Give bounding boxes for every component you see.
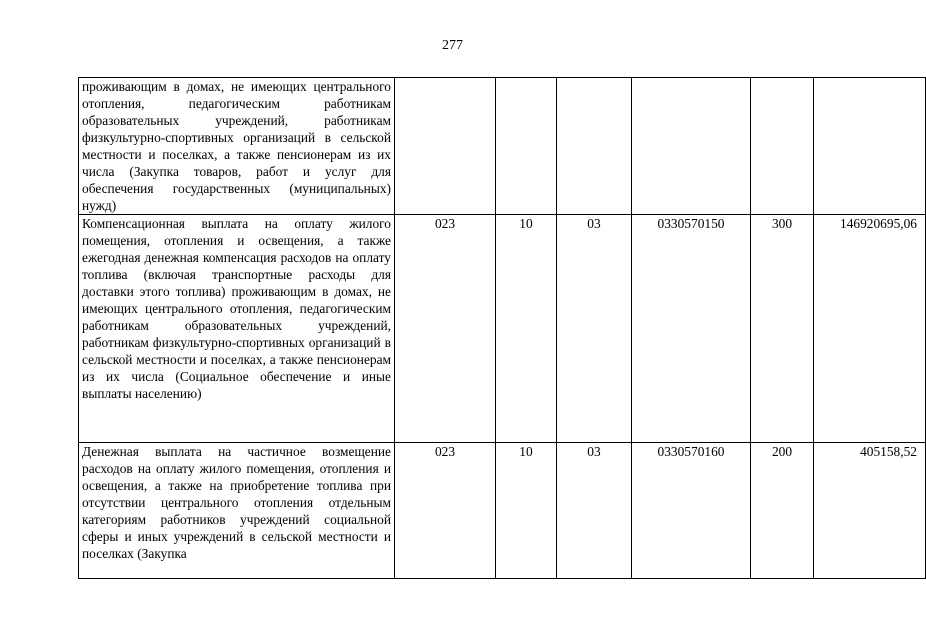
subsection-code-cell: 03: [557, 215, 632, 443]
table-row: [79, 443, 926, 579]
amount-cell: 146920695,06: [814, 215, 926, 443]
section-code-cell: 10: [496, 443, 557, 579]
description-cell: проживающим в домах, не имеющих центрального отопления, педагогическим работникам образовательных учреждений, работникам физкультурно-спортивных организаций в сельской местности и поселках, а также пенсионерам из их числа (Закупка товаров, работ и услуг для обеспечения государственных (муниципальных) нужд): [79, 78, 395, 215]
page-number: 277: [442, 38, 463, 53]
amount-cell: 405158,52: [814, 443, 926, 579]
budget-table: [78, 77, 926, 579]
subsection-code-cell: [557, 78, 632, 215]
section-code-cell: 10: [496, 215, 557, 443]
description-cell: Компенсационная выплата на оплату жилого помещения, отопления и освещения, а также ежегодная денежная компенсация расходов на оплату топлива (включая транспортные расходы для доставки этого топлива) проживающим в домах, не имеющих центрального отопления, педагогическим работникам образовательных учреждений, работникам физкультурно-спортивных организаций в сельской местности и поселках, а также пенсионерам из их числа (Социальное обеспечение и иные выплаты населению): [79, 215, 395, 443]
expense-type-cell: 200: [751, 443, 814, 579]
expense-type-cell: [751, 78, 814, 215]
amount-cell: [814, 78, 926, 215]
target-code-cell: 0330570160: [632, 443, 751, 579]
table-row: [79, 78, 926, 215]
section-code-cell: [496, 78, 557, 215]
subsection-code-cell: 03: [557, 443, 632, 579]
target-code-cell: [632, 78, 751, 215]
ministry-code-cell: 023: [395, 215, 496, 443]
description-cell: Денежная выплата на частичное возмещение расходов на оплату жилого помещения, отопления и освещения, а также на приобретение топлива при отсутствии центрального отопления отдельным категориям работников учреждений социальной сферы и иных учреждений в сельской местности и поселках (Закупка: [79, 443, 395, 579]
expense-type-cell: 300: [751, 215, 814, 443]
ministry-code-cell: 023: [395, 443, 496, 579]
target-code-cell: 0330570150: [632, 215, 751, 443]
table-row: [79, 215, 926, 443]
ministry-code-cell: [395, 78, 496, 215]
